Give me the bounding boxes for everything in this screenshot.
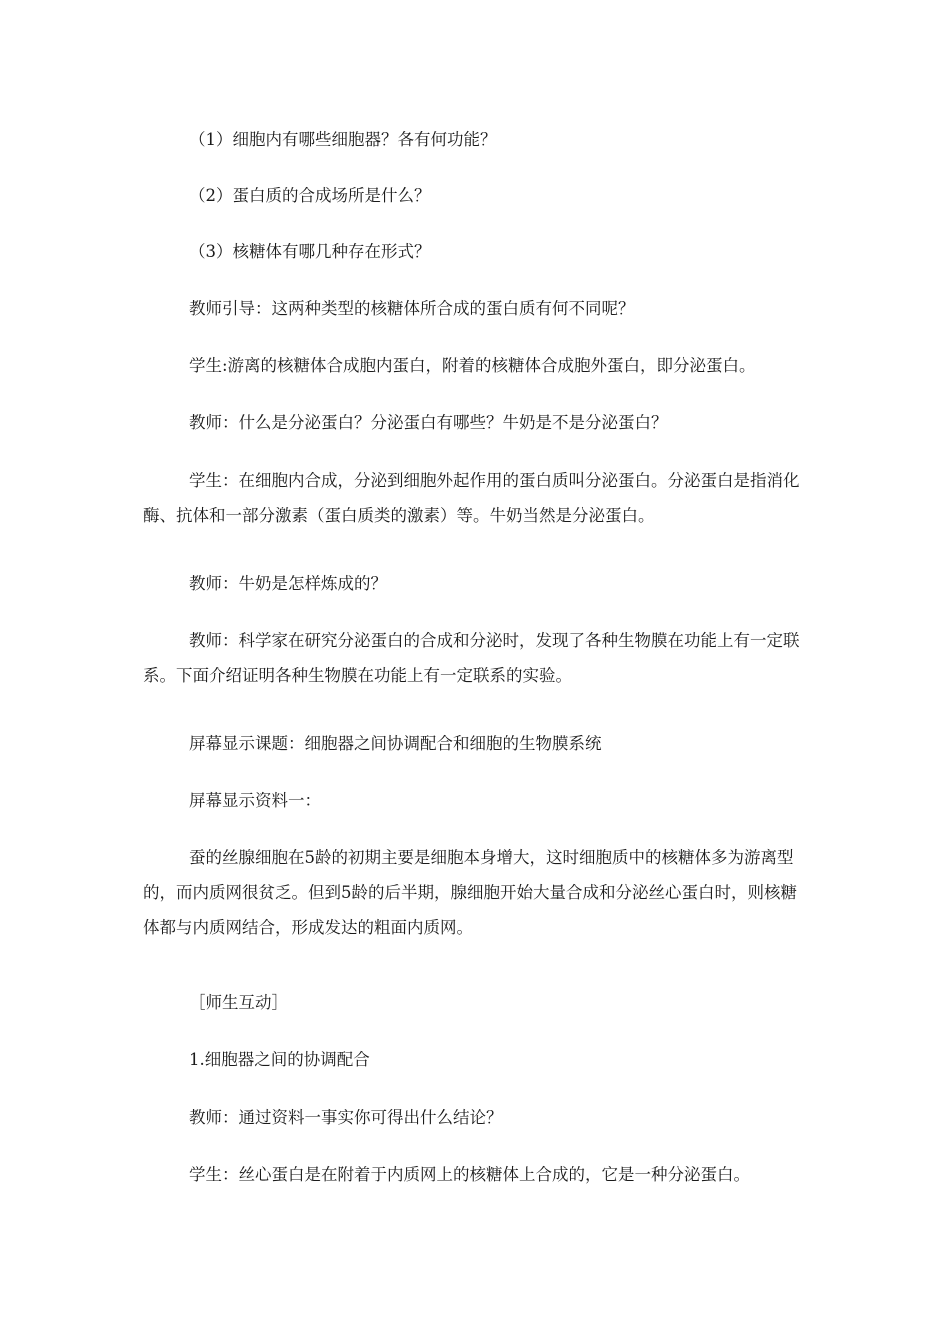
question-3: （3）核糖体有哪几种存在形式？ — [189, 242, 431, 261]
student-conclusion-answer: 学生：丝心蛋白是在附着于内质网上的核糖体上合成的，它是一种分泌蛋白。 — [189, 1165, 750, 1184]
student-answer-paragraph-2: 学生：在细胞内合成，分泌到细胞外起作用的蛋白质叫分泌蛋白。分泌蛋白是指消化酶、抗体和一部分激素（蛋白质类的激素）等。牛奶当然是分泌蛋白。 — [143, 471, 800, 525]
screen-material-heading: 屏幕显示资料一： — [189, 791, 321, 810]
teacher-research-paragraph: 教师：科学家在研究分泌蛋白的合成和分泌时，发现了各种生物膜在功能上有一定联系。下面介绍证明各种生物膜在功能上有一定联系的实验。 — [143, 631, 800, 685]
teacher-guide-paragraph: 教师引导：这两种类型的核糖体所合成的蛋白质有何不同呢？ — [189, 299, 635, 318]
silk-gland-material-paragraph: 蚕的丝腺细胞在5龄的初期主要是细胞本身增大，这时细胞质中的核糖体多为游离型的，而内质网很贫乏。但到5龄的后半期，腺细胞开始大量合成和分泌丝心蛋白时，则核糖体都与内质网结合，形成发达的粗面内质网。 — [143, 848, 797, 937]
teacher-question-paragraph: 教师：什么是分泌蛋白？分泌蛋白有哪些？牛奶是不是分泌蛋白？ — [189, 413, 668, 432]
student-answer-paragraph-1: 学生:游离的核糖体合成胞内蛋白，附着的核糖体合成胞外蛋白，即分泌蛋白。 — [189, 356, 756, 375]
interaction-heading: ［师生互动］ — [189, 993, 288, 1012]
teacher-milk-question: 教师：牛奶是怎样炼成的？ — [189, 574, 387, 593]
teacher-conclusion-question: 教师：通过资料一事实你可得出什么结论？ — [189, 1108, 503, 1127]
question-2: （2）蛋白质的合成场所是什么？ — [189, 186, 431, 205]
screen-topic-paragraph: 屏幕显示课题：细胞器之间协调配合和细胞的生物膜系统 — [189, 734, 602, 753]
question-1: （1）细胞内有哪些细胞器？各有何功能？ — [189, 130, 497, 149]
section-heading-organelle-coordination: 1.细胞器之间的协调配合 — [189, 1050, 370, 1069]
